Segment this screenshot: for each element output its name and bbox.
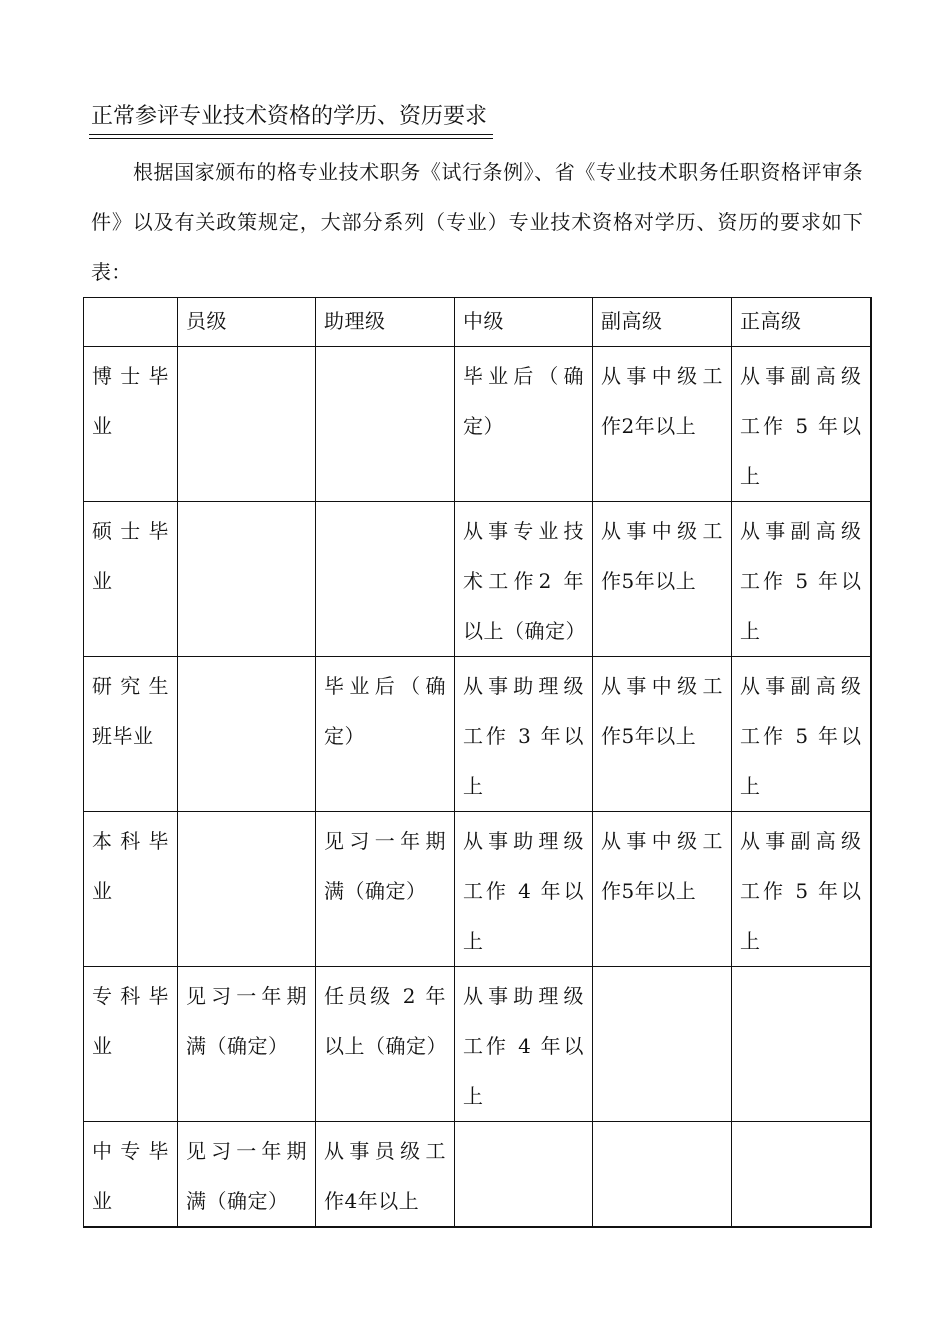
table-cell: 从事副高级工作 5 年以上 <box>732 502 871 657</box>
header-cell: 中级 <box>455 298 593 347</box>
title-underline-double <box>89 138 493 139</box>
table-cell: 从事员级工作4年以上 <box>316 1122 455 1228</box>
header-cell: 正高级 <box>732 298 871 347</box>
table-cell <box>178 502 316 657</box>
table-cell <box>178 347 316 502</box>
row-label-cell: 硕士毕业 <box>84 502 178 657</box>
header-cell: 员级 <box>178 298 316 347</box>
table-cell: 见习一年期满（确定） <box>178 967 316 1122</box>
table-cell: 见习一年期满（确定） <box>316 812 455 967</box>
table-cell: 从事中级工作5年以上 <box>593 657 732 812</box>
table-header-row <box>84 298 871 347</box>
table-cell <box>732 1122 871 1228</box>
row-label-cell: 本科毕业 <box>84 812 178 967</box>
header-cell: 助理级 <box>316 298 455 347</box>
row-label-cell: 中专毕业 <box>84 1122 178 1228</box>
table-cell: 见习一年期满（确定） <box>178 1122 316 1228</box>
title-underline <box>89 134 493 135</box>
table-cell: 从事副高级工作 5 年以上 <box>732 657 871 812</box>
table-row <box>84 812 871 967</box>
table-cell <box>316 502 455 657</box>
table-row <box>84 502 871 657</box>
table-row <box>84 1122 871 1228</box>
table-cell: 从事副高级工作 5 年以上 <box>732 347 871 502</box>
table-cell: 毕业后（确定） <box>316 657 455 812</box>
table-row <box>84 657 871 812</box>
table-cell: 从事中级工作5年以上 <box>593 812 732 967</box>
table-cell: 毕业后（确定） <box>455 347 593 502</box>
requirements-table <box>83 297 872 1228</box>
table-row <box>84 967 871 1122</box>
table-cell <box>732 967 871 1122</box>
row-label-cell: 博士毕业 <box>84 347 178 502</box>
table-cell <box>593 1122 732 1228</box>
table-cell <box>593 967 732 1122</box>
table-cell: 从事副高级工作 5 年以上 <box>732 812 871 967</box>
table-cell: 从事中级工作5年以上 <box>593 502 732 657</box>
table-cell: 从事助理级工作 4 年以上 <box>455 812 593 967</box>
table-cell: 从事专业技术工作2 年以上（确定） <box>455 502 593 657</box>
table-cell <box>178 657 316 812</box>
row-label-cell: 专科毕业 <box>84 967 178 1122</box>
header-cell <box>84 298 178 347</box>
page-title: 正常参评专业技术资格的学历、资历要求 <box>91 104 488 129</box>
table-row <box>84 347 871 502</box>
table-cell: 从事助理级工作 3 年以上 <box>455 657 593 812</box>
table-cell <box>455 1122 593 1228</box>
intro-paragraph: 根据国家颁布的格专业技术职务《试行条例》、省《专业技术职务任职资格评审条件》以及有关政策规定，大部分系列（专业）专业技术资格对学历、资历的要求如下表： <box>91 160 863 284</box>
table-cell <box>178 812 316 967</box>
table-cell: 从事中级工作2年以上 <box>593 347 732 502</box>
table-cell: 任员级 2 年以上（确定） <box>316 967 455 1122</box>
table-cell <box>316 347 455 502</box>
header-cell: 副高级 <box>593 298 732 347</box>
table-cell: 从事助理级工作 4 年以上 <box>455 967 593 1122</box>
row-label-cell: 研究生班毕业 <box>84 657 178 812</box>
